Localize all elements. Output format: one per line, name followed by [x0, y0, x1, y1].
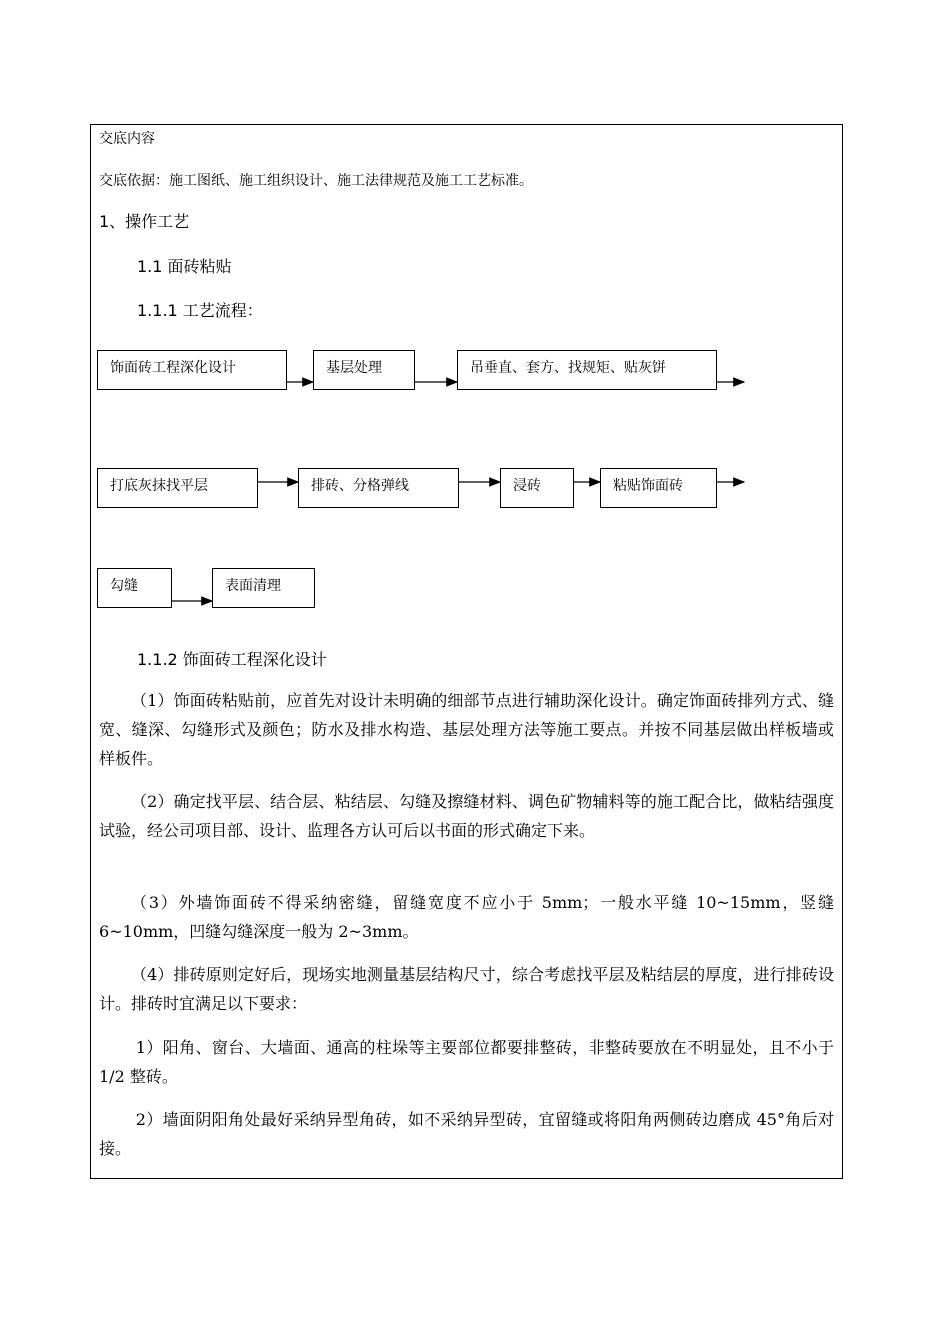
heading-1: 1、操作工艺 — [99, 212, 190, 231]
flow-step: 浸砖 — [500, 468, 574, 508]
flow-step: 吊垂直、套方、找规矩、贴灰饼 — [457, 350, 717, 390]
paragraph: （3）外墙饰面砖不得采纳密缝，留缝宽度不应小于 5mm；一般水平缝 10~15mm，竖缝 6~10mm，凹缝勾缝深度一般为 2~3mm。 — [99, 893, 834, 941]
paragraph: （4）排砖原则定好后，现场实地测量基层结构尺寸，综合考虑找平层及粘结层的厚度，进行排砖设计。排砖时宜满足以下要求： — [99, 965, 834, 1013]
paragraph: （2）确定找平层、结合层、粘结层、勾缝及擦缝材料、调色矿物辅料等的施工配合比，做粘结强度试验，经公司项目部、设计、监理各方认可后以书面的形式确定下来。 — [99, 792, 834, 840]
flow-step: 基层处理 — [313, 350, 415, 390]
basis-text: 交底依据：施工图纸、施工组织设计、施工法律规范及施工工艺标准。 — [99, 173, 533, 189]
flow-step: 表面清理 — [212, 568, 315, 608]
paragraph: 1）阳角、窗台、大墙面、通高的柱垛等主要部位都要排整砖，非整砖要放在不明显处，且不小于 1/2 整砖。 — [99, 1038, 834, 1086]
flow-step: 饰面砖工程深化设计 — [97, 350, 287, 390]
flow-step: 勾缝 — [97, 568, 172, 608]
flow-step: 打底灰抹找平层 — [97, 468, 258, 508]
section-title: 交底内容 — [99, 131, 155, 147]
heading-2: 1.1 面砖粘贴 — [137, 257, 232, 276]
heading-3: 1.1.1 工艺流程： — [137, 301, 263, 320]
paragraph: 2）墙面阴阳角处最好采纳异型角砖，如不采纳异型砖，宜留缝或将阳角两侧砖边磨成 45°角后对接。 — [99, 1110, 834, 1158]
paragraph: （1）饰面砖粘贴前，应首先对设计未明确的细部节点进行辅助深化设计。确定饰面砖排列方式、缝宽、缝深、勾缝形式及颜色；防水及排水构造、基层处理方法等施工要点。并按不同基层做出样板墙或样板件。 — [99, 691, 834, 768]
heading-4: 1.1.2 饰面砖工程深化设计 — [137, 650, 327, 669]
flow-step: 排砖、分格弹线 — [298, 468, 459, 508]
flow-step: 粘贴饰面砖 — [600, 468, 717, 508]
